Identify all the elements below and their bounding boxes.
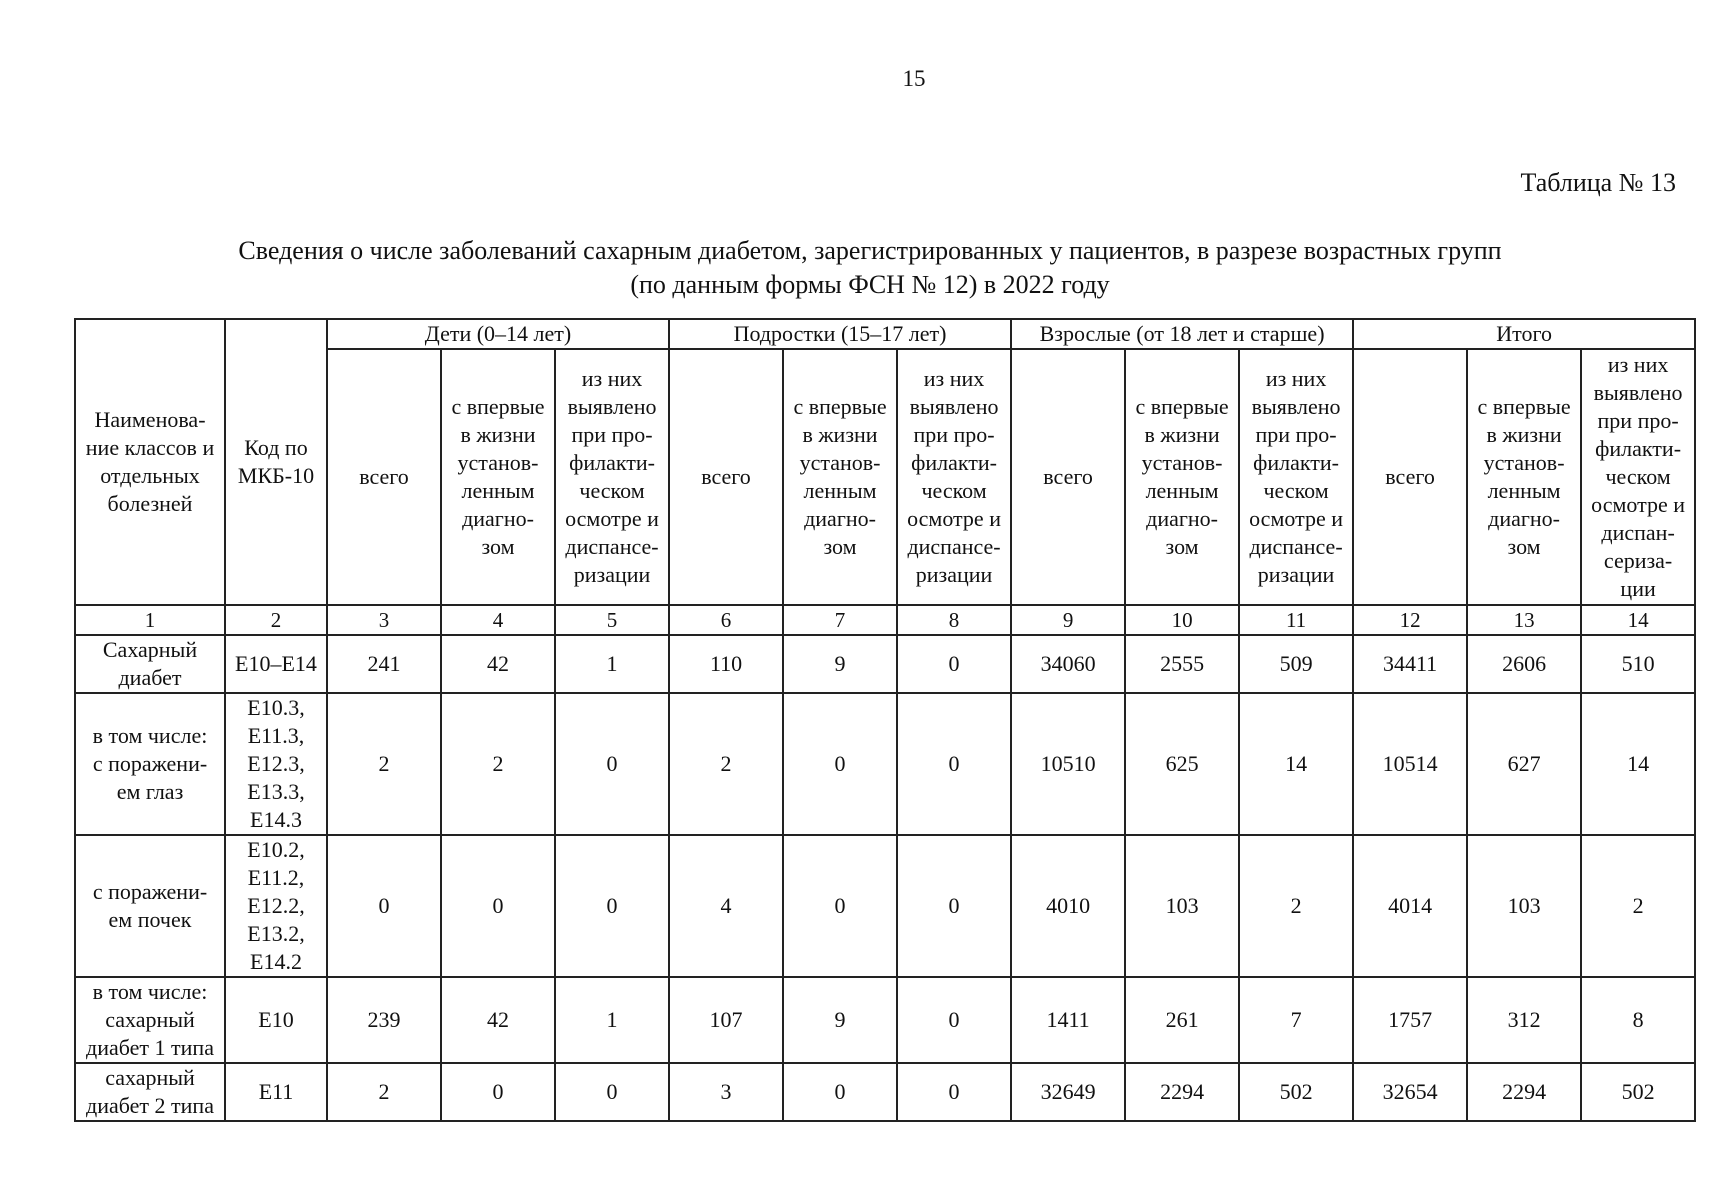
value-cell-col-3: 2 (327, 693, 441, 835)
subheader-adults-first-diagnosed (1125, 349, 1239, 605)
value-cell-col-7: 0 (783, 1063, 897, 1121)
value-cell-col-11: 509 (1239, 635, 1353, 693)
cell-line: из них (1607, 352, 1669, 377)
group-header-children: Дети (0–14 лет) (327, 319, 669, 349)
value-cell-col-14: 2 (1581, 835, 1695, 977)
cell-line: ческом (1263, 478, 1329, 503)
cell-line: диагно- (462, 506, 534, 531)
cell-line: в жизни (1486, 422, 1562, 447)
cell-line: диабет (118, 665, 182, 690)
cell-line: МКБ-10 (237, 463, 315, 488)
value-cell-col-9: 1411 (1011, 977, 1125, 1063)
column-number-6: 6 (669, 605, 783, 635)
document-title-line-1: Сведения о числе заболеваний сахарным диабетом, зарегистрированных у пациентов, в разрезе возрастных групп (238, 236, 1502, 265)
cell-line: с впервые (1477, 394, 1571, 419)
cell-line: Сахарный (102, 637, 198, 662)
cell-line: E10.3, (247, 695, 305, 720)
cell-line: зом (1165, 534, 1199, 559)
cell-line: ем почек (108, 907, 192, 932)
table-row (75, 977, 1695, 1063)
cell-line: сахарный (105, 1065, 195, 1090)
value-cell-col-10: 261 (1125, 977, 1239, 1063)
disease-name-cell (75, 977, 225, 1063)
value-cell-col-6: 4 (669, 835, 783, 977)
cell-line: в жизни (802, 422, 878, 447)
value-cell-col-11: 502 (1239, 1063, 1353, 1121)
cell-line: диагно- (804, 506, 876, 531)
cell-line: выявлено (1251, 394, 1341, 419)
cell-line: филакти- (911, 450, 997, 475)
cell-line: установ- (457, 450, 539, 475)
group-header-adults: Взрослые (от 18 лет и старше) (1011, 319, 1353, 349)
cell-line: выявлено (1593, 380, 1683, 405)
cell-line: диабет 1 типа (86, 1035, 214, 1060)
diabetes-statistics-table (74, 318, 1696, 1122)
cell-line: болезней (107, 491, 193, 516)
cell-line: ем глаз (116, 779, 184, 804)
value-cell-col-10: 103 (1125, 835, 1239, 977)
cell-line: зом (1507, 534, 1541, 559)
table-row (75, 693, 1695, 835)
header-icd-code (225, 319, 327, 605)
cell-line: ризации (573, 562, 651, 587)
cell-line: E11.2, (247, 865, 305, 890)
cell-line: ческом (1605, 464, 1671, 489)
table-label: Таблица № 13 (1520, 168, 1676, 197)
value-cell-col-3: 2 (327, 1063, 441, 1121)
value-cell-col-6: 110 (669, 635, 783, 693)
disease-name-cell (75, 1063, 225, 1121)
column-number-2: 2 (225, 605, 327, 635)
cell-line: с впервые (1135, 394, 1229, 419)
cell-line: выявлено (909, 394, 999, 419)
value-cell-col-14: 502 (1581, 1063, 1695, 1121)
cell-line: ризации (1257, 562, 1335, 587)
cell-line: диагно- (1488, 506, 1560, 531)
value-cell-col-13: 2294 (1467, 1063, 1581, 1121)
icd-code-cell (225, 635, 327, 693)
column-number-11: 11 (1239, 605, 1353, 635)
cell-line: с впервые (451, 394, 545, 419)
cell-line: из них (581, 366, 643, 391)
subheader-adults-preventive-exam (1239, 349, 1353, 605)
subheader-teens-total: всего (669, 349, 783, 605)
cell-line: в жизни (1144, 422, 1220, 447)
value-cell-col-3: 0 (327, 835, 441, 977)
cell-line: E13.3, (247, 779, 305, 804)
cell-line: осмотре и (1591, 492, 1686, 517)
table-body (75, 635, 1695, 1121)
cell-line: из них (1265, 366, 1327, 391)
icd-code-cell (225, 835, 327, 977)
subheader-children-preventive-exam (555, 349, 669, 605)
cell-line: сериза- (1603, 548, 1673, 573)
value-cell-col-12: 4014 (1353, 835, 1467, 977)
subheader-total-total: всего (1353, 349, 1467, 605)
cell-line: при про- (1255, 422, 1337, 447)
value-cell-col-14: 14 (1581, 693, 1695, 835)
value-cell-col-4: 0 (441, 835, 555, 977)
subheader-teens-first-diagnosed (783, 349, 897, 605)
cell-line: выявлено (567, 394, 657, 419)
cell-line: Наименова- (94, 407, 206, 432)
cell-line: филакти- (569, 450, 655, 475)
cell-line: E11 (258, 1079, 294, 1104)
table-row (75, 635, 1695, 693)
cell-line: Код по (244, 435, 308, 460)
document-title-line-2: (по данным формы ФСН № 12) в 2022 году (630, 270, 1110, 299)
column-number-9: 9 (1011, 605, 1125, 635)
column-number-8: 8 (897, 605, 1011, 635)
cell-line: E10.2, (247, 837, 305, 862)
value-cell-col-7: 0 (783, 835, 897, 977)
value-cell-col-3: 241 (327, 635, 441, 693)
cell-line: филакти- (1595, 436, 1682, 461)
cell-line: ризации (915, 562, 993, 587)
column-number-row (75, 605, 1695, 635)
value-cell-col-9: 32649 (1011, 1063, 1125, 1121)
column-number-5: 5 (555, 605, 669, 635)
subheader-adults-total: всего (1011, 349, 1125, 605)
column-number-3: 3 (327, 605, 441, 635)
disease-name-cell (75, 835, 225, 977)
cell-line: E12.2, (247, 893, 305, 918)
value-cell-col-10: 2294 (1125, 1063, 1239, 1121)
value-cell-col-7: 9 (783, 635, 897, 693)
column-number-12: 12 (1353, 605, 1467, 635)
cell-line: при про- (571, 422, 653, 447)
value-cell-col-5: 1 (555, 635, 669, 693)
value-cell-col-8: 0 (897, 835, 1011, 977)
value-cell-col-9: 10510 (1011, 693, 1125, 835)
value-cell-col-13: 312 (1467, 977, 1581, 1063)
value-cell-col-4: 2 (441, 693, 555, 835)
value-cell-col-4: 0 (441, 1063, 555, 1121)
group-header-total: Итого (1353, 319, 1695, 349)
cell-line: ленным (1145, 478, 1219, 503)
value-cell-col-4: 42 (441, 977, 555, 1063)
subheader-teens-preventive-exam (897, 349, 1011, 605)
value-cell-col-12: 34411 (1353, 635, 1467, 693)
value-cell-col-9: 4010 (1011, 835, 1125, 977)
cell-line: осмотре и (907, 506, 1001, 531)
cell-line: ленным (803, 478, 877, 503)
subheader-total-preventive-exam (1581, 349, 1695, 605)
value-cell-col-5: 0 (555, 835, 669, 977)
cell-line: E10–E14 (235, 651, 317, 676)
cell-line: установ- (1483, 450, 1565, 475)
cell-line: ческом (579, 478, 645, 503)
document-title (150, 234, 1590, 302)
cell-line: диспансе- (1249, 534, 1343, 559)
column-number-4: 4 (441, 605, 555, 635)
value-cell-col-7: 9 (783, 977, 897, 1063)
cell-line: ческом (921, 478, 987, 503)
value-cell-col-12: 10514 (1353, 693, 1467, 835)
value-cell-col-10: 625 (1125, 693, 1239, 835)
value-cell-col-6: 3 (669, 1063, 783, 1121)
group-header-row (75, 319, 1695, 349)
value-cell-col-11: 7 (1239, 977, 1353, 1063)
value-cell-col-4: 42 (441, 635, 555, 693)
cell-line: E10 (258, 1007, 294, 1032)
cell-line: диагно- (1146, 506, 1218, 531)
cell-line: установ- (1141, 450, 1223, 475)
value-cell-col-10: 2555 (1125, 635, 1239, 693)
cell-line: при про- (913, 422, 995, 447)
column-number-13: 13 (1467, 605, 1581, 635)
column-number-1: 1 (75, 605, 225, 635)
cell-line: с поражени- (92, 751, 208, 776)
disease-name-cell (75, 635, 225, 693)
column-number-7: 7 (783, 605, 897, 635)
cell-line: E11.3, (247, 723, 305, 748)
value-cell-col-11: 14 (1239, 693, 1353, 835)
subheader-total-first-diagnosed (1467, 349, 1581, 605)
subheader-children-total: всего (327, 349, 441, 605)
page-number: 15 (902, 66, 926, 91)
group-header-teens: Подростки (15–17 лет) (669, 319, 1011, 349)
table-row (75, 1063, 1695, 1121)
subheader-children-first-diagnosed (441, 349, 555, 605)
cell-line: филакти- (1253, 450, 1340, 475)
cell-line: в том числе: (92, 979, 208, 1004)
cell-line: в жизни (460, 422, 536, 447)
cell-line: установ- (799, 450, 881, 475)
value-cell-col-3: 239 (327, 977, 441, 1063)
value-cell-col-5: 0 (555, 1063, 669, 1121)
value-cell-col-8: 0 (897, 977, 1011, 1063)
column-number-14: 14 (1581, 605, 1695, 635)
cell-line: E14.3 (250, 807, 302, 832)
cell-line: E14.2 (250, 949, 302, 974)
cell-line: диспансе- (907, 534, 1001, 559)
cell-line: диспан- (1601, 520, 1675, 545)
cell-line: зом (481, 534, 515, 559)
icd-code-cell (225, 1063, 327, 1121)
cell-line: ленным (1487, 478, 1561, 503)
cell-line: с впервые (793, 394, 887, 419)
cell-line: E12.3, (247, 751, 305, 776)
header-disease-name (75, 319, 225, 605)
value-cell-col-7: 0 (783, 693, 897, 835)
cell-line: ленным (461, 478, 535, 503)
cell-line: ние классов и (85, 435, 215, 460)
cell-line: отдельных (100, 463, 200, 488)
value-cell-col-8: 0 (897, 635, 1011, 693)
table-row (75, 835, 1695, 977)
value-cell-col-6: 107 (669, 977, 783, 1063)
value-cell-col-8: 0 (897, 1063, 1011, 1121)
icd-code-cell (225, 977, 327, 1063)
cell-line: осмотре и (565, 506, 659, 531)
cell-line: в том числе: (92, 723, 208, 748)
disease-name-cell (75, 693, 225, 835)
column-number-10: 10 (1125, 605, 1239, 635)
cell-line: зом (823, 534, 857, 559)
cell-line: при про- (1597, 408, 1679, 433)
value-cell-col-5: 0 (555, 693, 669, 835)
value-cell-col-13: 627 (1467, 693, 1581, 835)
value-cell-col-9: 34060 (1011, 635, 1125, 693)
cell-line: диабет 2 типа (86, 1093, 214, 1118)
value-cell-col-6: 2 (669, 693, 783, 835)
value-cell-col-12: 32654 (1353, 1063, 1467, 1121)
cell-line: из них (923, 366, 985, 391)
value-cell-col-14: 510 (1581, 635, 1695, 693)
cell-line: сахарный (105, 1007, 195, 1032)
cell-line: E13.2, (247, 921, 305, 946)
cell-line: с поражени- (92, 879, 208, 904)
cell-line: диспансе- (565, 534, 659, 559)
value-cell-col-13: 2606 (1467, 635, 1581, 693)
icd-code-cell (225, 693, 327, 835)
value-cell-col-11: 2 (1239, 835, 1353, 977)
cell-line: осмотре и (1249, 506, 1343, 531)
value-cell-col-5: 1 (555, 977, 669, 1063)
value-cell-col-12: 1757 (1353, 977, 1467, 1063)
value-cell-col-13: 103 (1467, 835, 1581, 977)
cell-line: ции (1620, 576, 1656, 601)
value-cell-col-8: 0 (897, 693, 1011, 835)
value-cell-col-14: 8 (1581, 977, 1695, 1063)
